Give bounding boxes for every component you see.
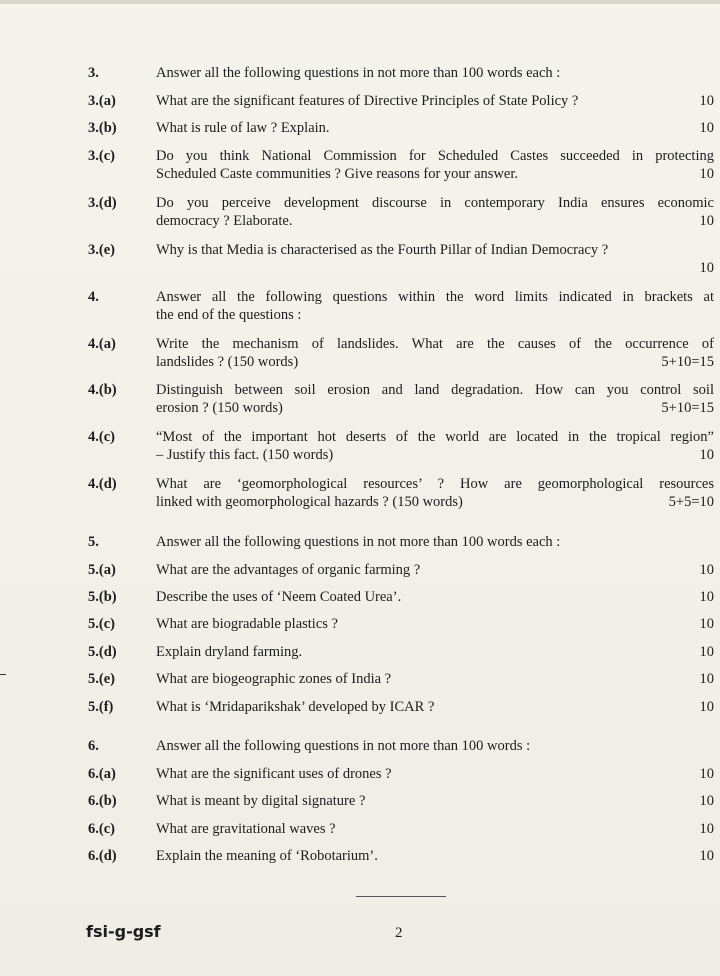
question-number: 3.: [88, 65, 99, 81]
question-number: 6.(d): [88, 848, 117, 864]
question-number: 4.(d): [88, 476, 117, 492]
question-text: [156, 847, 714, 865]
question-number: 3.(b): [88, 120, 117, 136]
question-marks: 10: [699, 671, 714, 687]
question-line: What are biogradable plastics ?: [156, 616, 338, 632]
question-text: [156, 475, 714, 511]
question-text: [156, 588, 714, 606]
question-line: What are biogeographic zones of India ?: [156, 671, 392, 687]
question-text: [156, 194, 714, 230]
page-number: 2: [395, 925, 403, 941]
question-number: 5.(e): [88, 671, 115, 687]
question-marks: 10: [699, 699, 714, 715]
question-text: [156, 428, 714, 464]
question-number: 4.: [88, 289, 99, 305]
question-line: democracy ? Elaborate.: [156, 213, 293, 229]
question-marks: 10: [699, 644, 714, 660]
question-number: 3.(d): [88, 195, 117, 211]
question-marks: 10: [699, 562, 714, 578]
question-line: Scheduled Caste communities ? Give reasons for your answer.: [156, 166, 519, 182]
question-text: [156, 335, 714, 371]
question-line: Answer all the following questions in not more than 100 words each :: [156, 65, 561, 81]
question-number: 3.(a): [88, 93, 116, 109]
question-number: 4.(b): [88, 382, 117, 398]
question-number: 3.(e): [88, 242, 115, 258]
question-number: 4.(c): [88, 429, 115, 445]
question-text: [156, 643, 714, 661]
question-number: 5.(b): [88, 589, 117, 605]
question-text: [156, 820, 714, 838]
question-number: 6.: [88, 738, 99, 754]
question-number: 3.(c): [88, 148, 115, 164]
question-text: [156, 698, 714, 716]
question-text: [156, 615, 714, 633]
question-line: Do you think National Commission for Scheduled Castes succeeded in protecting: [156, 148, 714, 164]
question-text: [156, 288, 714, 324]
question-line: What are the significant uses of drones ?: [156, 766, 392, 782]
question-line: What is meant by digital signature ?: [156, 793, 366, 809]
question-marks: 5+5=10: [668, 494, 714, 510]
question-text: [156, 147, 714, 183]
question-number: 5.: [88, 534, 99, 550]
question-marks: 10: [699, 848, 714, 864]
question-line: “Most of the important hot deserts of the world are located in the tropical region”: [156, 429, 714, 445]
question-marks: 10: [699, 793, 714, 809]
question-number: 5.(d): [88, 644, 117, 660]
question-line: Write the mechanism of landslides. What are the causes of the occurrence of: [156, 336, 714, 352]
question-marks: 10: [699, 616, 714, 632]
margin-mark: [0, 674, 6, 675]
question-marks: 10: [699, 447, 714, 463]
question-line: Why is that Media is characterised as the Fourth Pillar of Indian Democracy ?: [156, 242, 609, 258]
question-text: [156, 561, 714, 579]
question-line: Answer all the following questions in not more than 100 words each :: [156, 534, 561, 550]
paper-code: fsi-g-gsf: [86, 922, 161, 941]
question-text: [156, 737, 714, 755]
question-text: [156, 533, 714, 551]
question-line: What are ‘geomorphological resources’ ? How are geomorphological resources: [156, 476, 714, 492]
question-text: [156, 119, 714, 137]
question-number: 6.(a): [88, 766, 116, 782]
question-line: Distinguish between soil erosion and land degradation. How can you control soil: [156, 382, 714, 398]
question-line: the end of the questions :: [156, 307, 302, 323]
question-marks: 10: [699, 120, 714, 136]
question-line: erosion ? (150 words): [156, 400, 283, 416]
question-number: 5.(c): [88, 616, 115, 632]
question-marks: 10: [699, 93, 714, 109]
question-line: What are gravitational waves ?: [156, 821, 336, 837]
question-line: Explain dryland farming.: [156, 644, 303, 660]
question-marks: 5+10=15: [661, 354, 714, 370]
footer-rule: [356, 896, 446, 897]
question-line: Describe the uses of ‘Neem Coated Urea’.: [156, 589, 402, 605]
question-number: 5.(a): [88, 562, 116, 578]
question-line: Answer all the following questions within the word limits indicated in brackets at: [156, 289, 714, 305]
question-line: What are the significant features of Directive Principles of State Policy ?: [156, 93, 579, 109]
question-text: [156, 64, 714, 82]
question-line: Explain the meaning of ‘Robotarium’.: [156, 848, 378, 864]
question-line: What is rule of law ? Explain.: [156, 120, 330, 136]
question-line: Do you perceive development discourse in contemporary India ensures economic: [156, 195, 714, 211]
question-number: 6.(b): [88, 793, 117, 809]
question-line: What is ‘Mridaparikshak’ developed by ICAR ?: [156, 699, 435, 715]
question-number: 4.(a): [88, 336, 116, 352]
question-text: [156, 381, 714, 417]
question-text: [156, 792, 714, 810]
question-text: [156, 241, 714, 259]
question-marks: 10: [699, 766, 714, 782]
question-marks: 10: [699, 260, 714, 276]
question-marks: 5+10=15: [661, 400, 714, 416]
question-marks: 10: [699, 589, 714, 605]
question-marks: 10: [699, 821, 714, 837]
question-number: 5.(f): [88, 699, 114, 715]
question-line: landslides ? (150 words): [156, 354, 299, 370]
page-top-edge: [0, 0, 720, 4]
question-marks: 10: [699, 166, 714, 182]
question-line: What are the advantages of organic farming ?: [156, 562, 421, 578]
question-marks: 10: [699, 213, 714, 229]
question-number: 6.(c): [88, 821, 115, 837]
question-text: [156, 92, 714, 110]
question-text: [156, 670, 714, 688]
question-line: Answer all the following questions in not more than 100 words :: [156, 738, 531, 754]
question-line: – Justify this fact. (150 words): [156, 447, 334, 463]
question-text: [156, 765, 714, 783]
question-line: linked with geomorphological hazards ? (150 words): [156, 494, 463, 510]
